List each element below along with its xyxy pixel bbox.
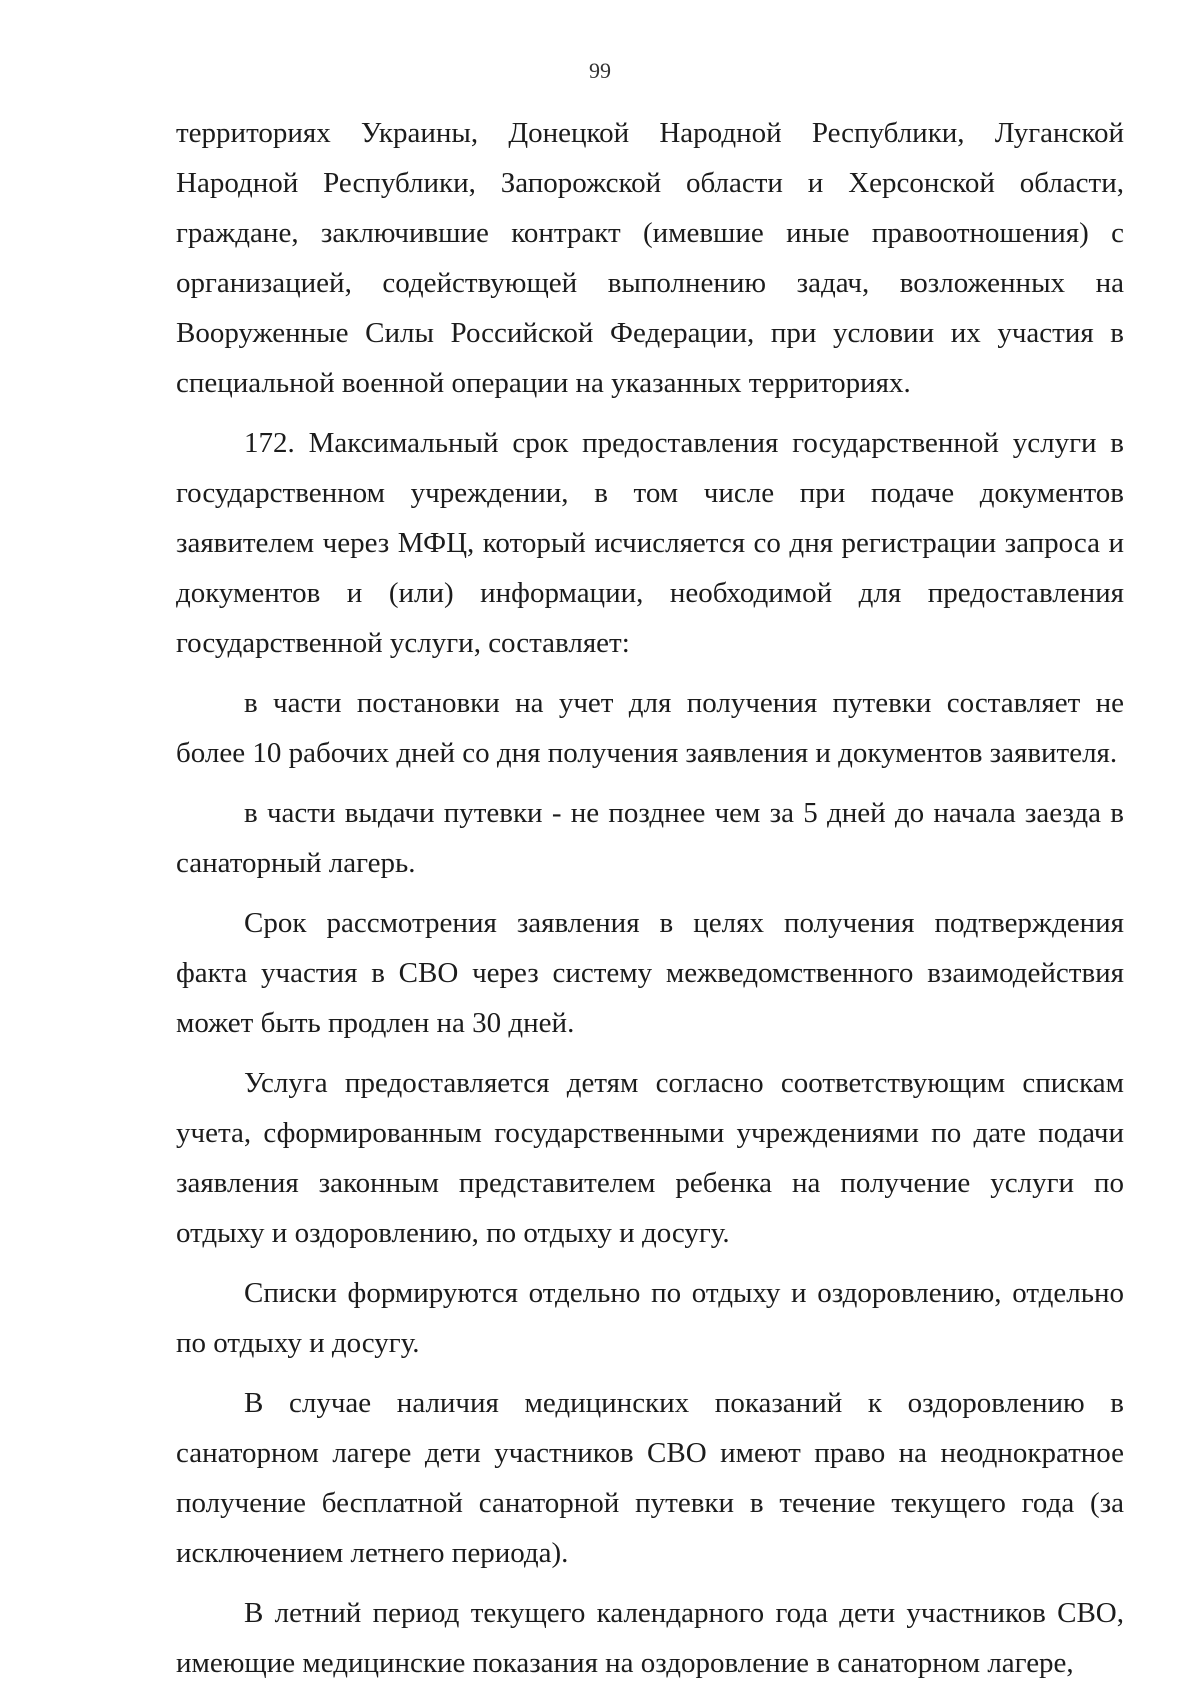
paragraph-172-max-term: 172. Максимальный срок предоставления государственной услуги в государственном учреждении, в том числе при подаче документов заявителем через МФЦ, который исчисляется со дня регистрации запроса и документов и (или) информации, необходимой для предоставления государственной услуги, составляет: (176, 427, 1124, 659)
paragraph-lists-formation: Списки формируются отдельно по отдыху и оздоровлению, отдельно по отдыху и досугу. (176, 1277, 1124, 1359)
paragraph-medical-indications: В случае наличия медицинских показаний к оздоровлению в санаторном лагере дети участников СВО имеют право на неоднократное получение бесплатной санаторной путевки в течение текущего года (за исключением летнего периода). (176, 1387, 1124, 1569)
paragraph-review-extension: Срок рассмотрения заявления в целях получения подтверждения факта участия в СВО через систему межведомственного взаимодействия может быть продлен на 30 дней. (176, 907, 1124, 1039)
paragraph-voucher-issue-term: в части выдачи путевки - не позднее чем за 5 дней до начала заезда в санаторный лагерь. (176, 797, 1124, 879)
page-number: 99 (589, 58, 611, 83)
paragraph-summer-period: В летний период текущего календарного года дети участников СВО, имеющие медицинские показания на оздоровление в санаторном лагере, (176, 1597, 1124, 1679)
paragraph-continuation: территориях Украины, Донецкой Народной Республики, Луганской Народной Республики, Запорожской области и Херсонской области, граждане, заключившие контракт (имевшие иные правоотношения) с организацией, содействующей выполнению задач, возложенных на Вооруженные Силы Российской Федерации, при условии их участия в специальной военной операции на указанных территориях. (176, 117, 1124, 399)
paragraph-service-lists: Услуга предоставляется детям согласно соответствующим спискам учета, сформированным государственными учреждениями по дате подачи заявления законным представителем ребенка на получение услуги по отдыху и оздоровлению, по отдыху и досугу. (176, 1067, 1124, 1249)
paragraph-registration-term: в части постановки на учет для получения путевки составляет не более 10 рабочих дней со дня получения заявления и документов заявителя. (176, 687, 1124, 769)
document-body (176, 108, 1124, 1698)
